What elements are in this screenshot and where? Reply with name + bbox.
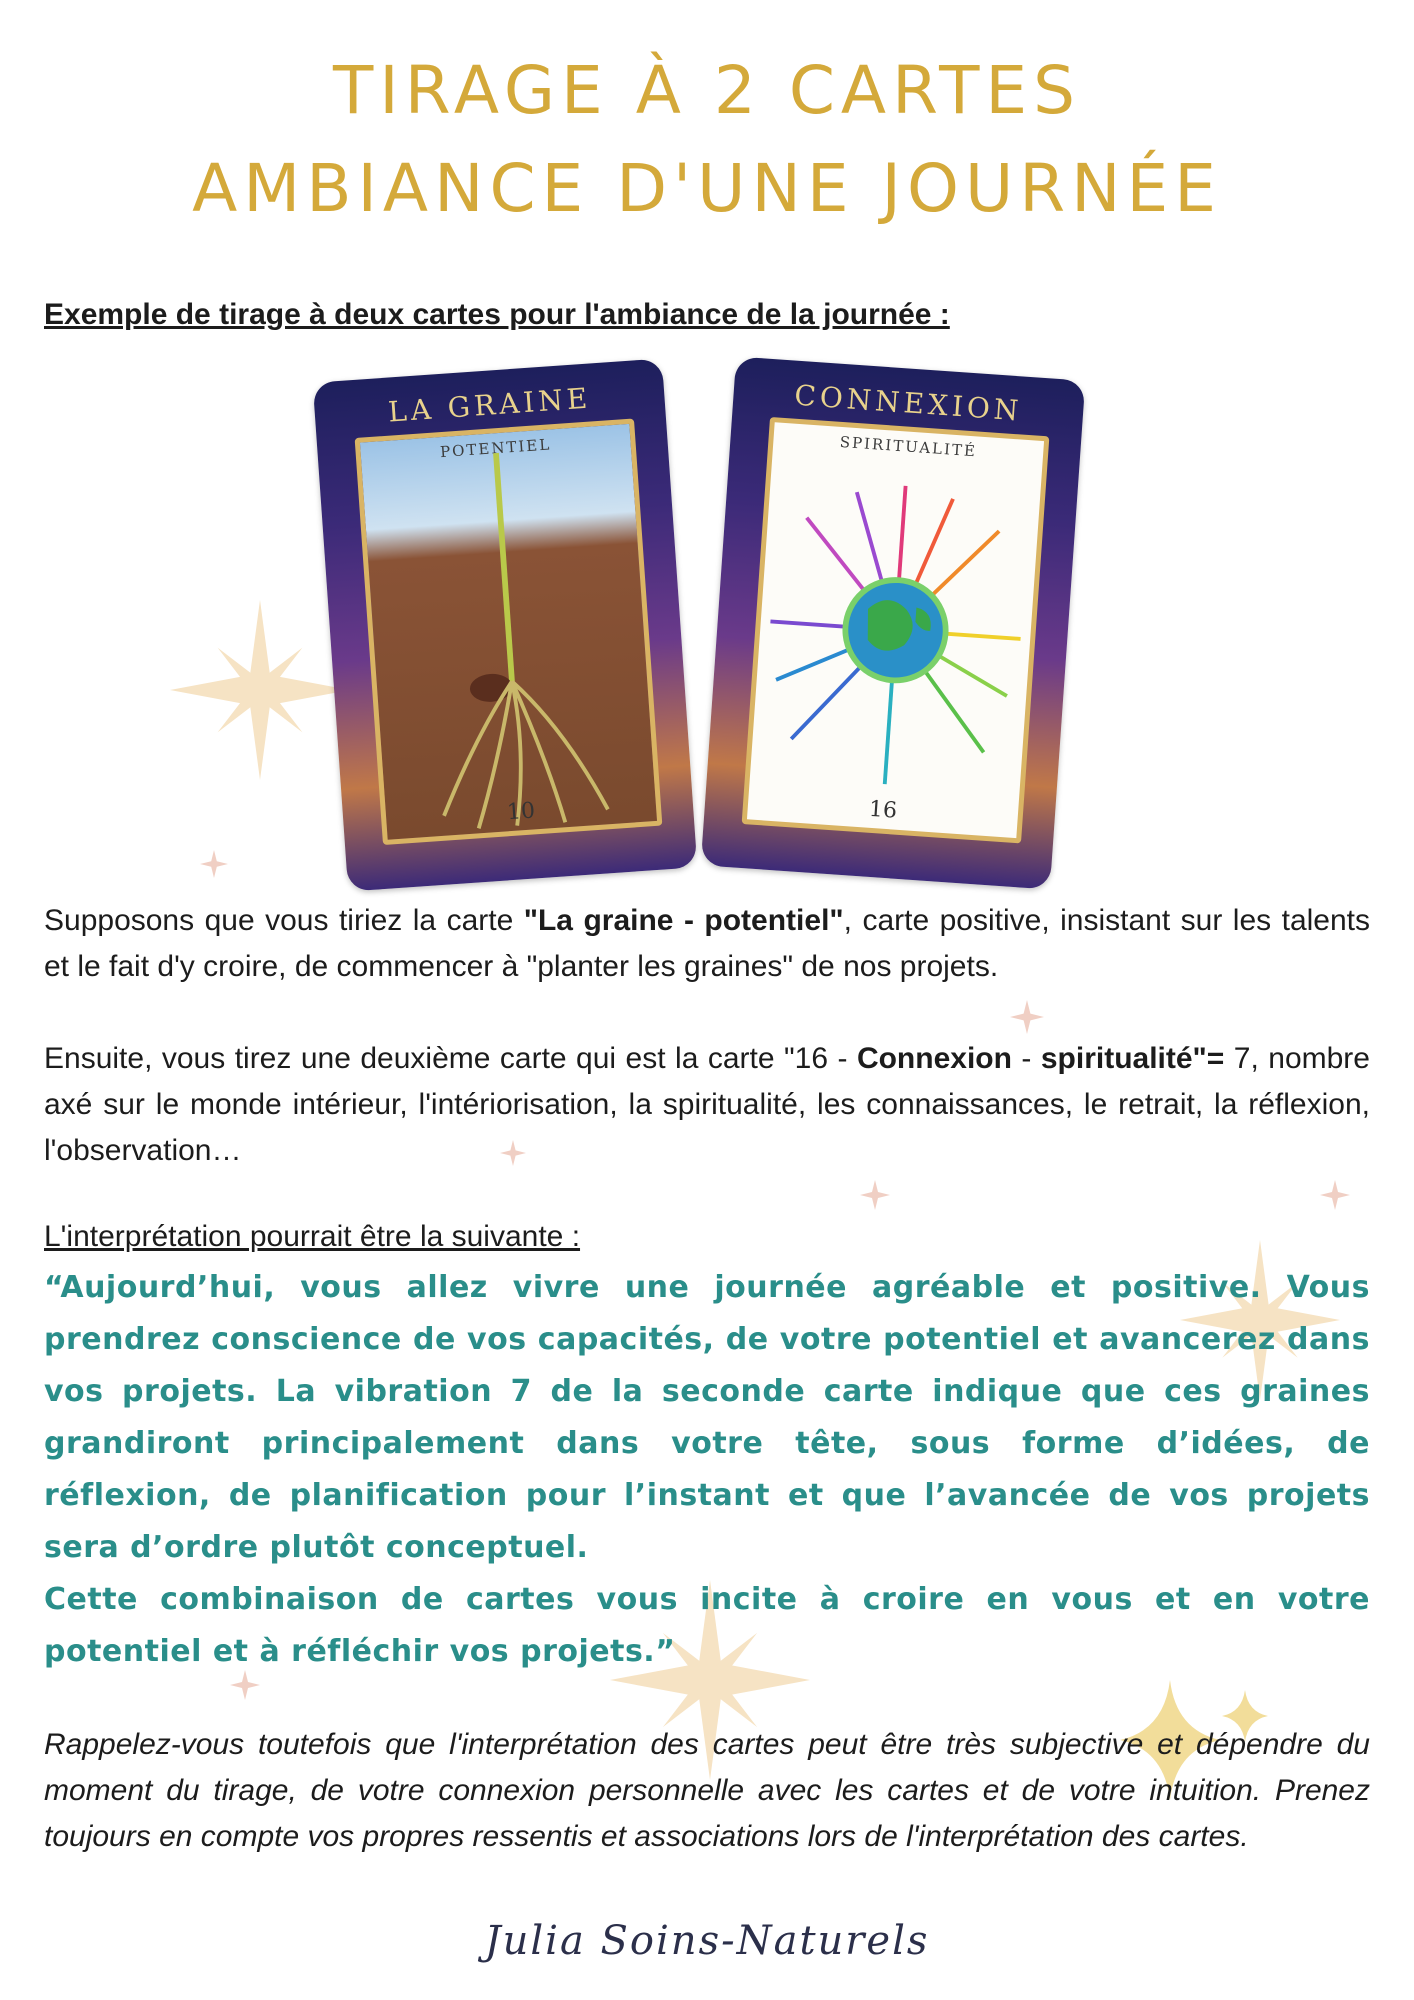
card-connexion [701,356,1086,889]
sprout-illustration [360,424,657,840]
small-star-icon [200,850,228,878]
page-title-line1: TIRAGE À 2 CARTES [332,52,1082,129]
small-star-icon [860,1180,890,1210]
section-heading: Exemple de tirage à deux cartes pour l'ambiance de la journée : [44,298,950,331]
card-number: 10 [506,798,536,826]
card-title: LA GRAINE [387,381,593,429]
card-subtitle: POTENTIEL [439,435,552,462]
card-illustration [355,419,663,846]
small-star-icon [1320,1180,1350,1210]
interpretation-label: L'interprétation pourrait être la suivante : [44,1220,581,1253]
signature: Julia Soins-Naturels [484,1918,930,1964]
card-title: CONNEXION [793,378,1024,428]
page-title-line2: AMBIANCE D'UNE JOURNÉE [192,150,1222,227]
small-star-icon [1010,1000,1044,1034]
paragraph-second-card: Ensuite, vous tirez une deuxième carte qui est la carte "16 - Connexion - spiritualité"= 7, nombre axé sur le monde intérieur, l'intériorisation, la spiritualité, les connaissances, le retrait, la réflexion, l'observation… [44,1042,1370,1167]
card-subtitle: SPIRITUALITÉ [839,432,978,461]
interpretation-quote-conclusion: Cette combinaison de cartes vous incite à croire en vous et en votre potentiel et à réfléchir vos projets.” [44,1582,1370,1669]
interpretation-quote: “Aujourd’hui, vous allez vivre une journée agréable et positive. Vous prendrez conscience de vos capacités, de votre potentiel et avancerez dans vos projets. La vibration 7 de la seconde carte indique que ces graines grandiront principalement dans votre tête, sous forme d’idées, de réflexion, de planification pour l’instant et que l’avancée de vos projets sera d’ordre plutôt conceptuel. [44,1270,1370,1565]
card-illustration [742,417,1050,844]
card-number: 16 [868,796,898,824]
star-decoration-large-left [170,600,350,780]
disclaimer-note: Rappelez-vous toutefois que l'interprétation des cartes peut être très subjective et dépendre du moment du tirage, de votre connexion personnelle avec les cartes et de votre intuition. Prenez toujours en compte vos propres ressentis et associations lors de l'interprétation des cartes. [44,1728,1370,1853]
card-la-graine [313,358,698,891]
paragraph-first-card: Supposons que vous tiriez la carte "La graine - potentiel", carte positive, insistant sur les talents et le fait d'y croire, de commencer à "planter les graines" de nos projets. [44,904,1371,983]
earth-rays-illustration [747,422,1044,838]
